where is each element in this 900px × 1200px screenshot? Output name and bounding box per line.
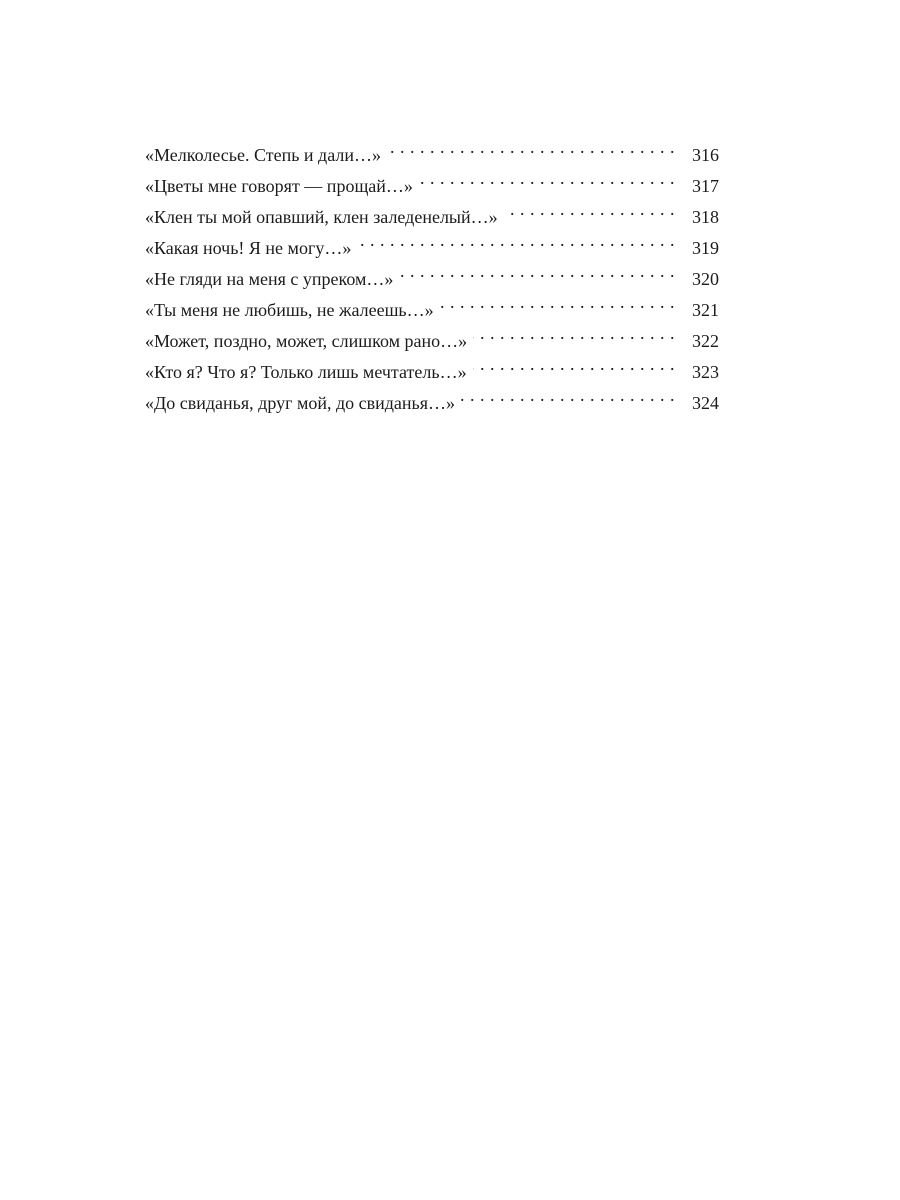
toc-entry-title: «Кто я? Что я? Только лишь мечтатель…» [145, 362, 467, 382]
toc-entry-page-number: 322 [692, 331, 719, 351]
toc-entry-page-number: 324 [692, 393, 719, 413]
dot-leader [461, 381, 675, 409]
dot-leader [399, 257, 675, 285]
toc-entry-title: «Клен ты мой опавший, клен заледенелый…» [145, 207, 498, 227]
dot-leader [473, 350, 675, 378]
dot-leader [473, 319, 675, 347]
toc-entry-page-number: 319 [692, 238, 719, 258]
toc-entry [145, 133, 719, 164]
table-of-contents [145, 133, 719, 412]
toc-entry-title: «Может, поздно, может, слишком рано…» [145, 331, 468, 351]
dot-leader [419, 164, 675, 192]
toc-entry-page-number: 320 [692, 269, 719, 289]
toc-entry-title: «Мелколесье. Степь и дали…» [145, 145, 381, 165]
toc-entry-title: «Ты меня не любишь, не жалеешь…» [145, 300, 434, 320]
dot-leader [504, 195, 675, 223]
dot-leader [440, 288, 675, 316]
toc-entry-title: «Цветы мне говорят — прощай…» [145, 176, 413, 196]
toc-entry-page-number: 317 [692, 176, 719, 196]
toc-entry-page-number: 316 [692, 145, 719, 165]
toc-entry-page-number: 318 [692, 207, 719, 227]
toc-entry-page-number: 323 [692, 362, 719, 382]
toc-entry-title: «До свиданья, друг мой, до свиданья…» [145, 393, 456, 413]
dot-leader [357, 226, 675, 254]
toc-entry-page-number: 321 [692, 300, 719, 320]
toc-entry-title: «Не гляди на меня с упреком…» [145, 269, 394, 289]
dot-leader [387, 133, 675, 161]
toc-entry-title: «Какая ночь! Я не могу…» [145, 238, 352, 258]
